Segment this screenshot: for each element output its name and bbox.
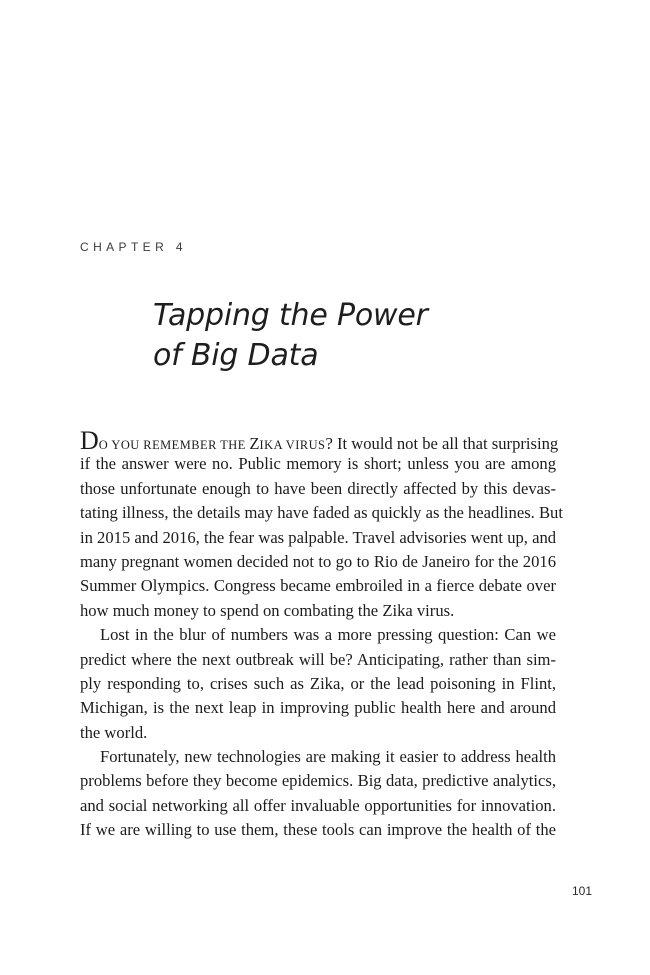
body-text (80, 426, 563, 843)
text-line: many pregnant women decided not to go to Rio de Janeiro for the 2016 (80, 551, 556, 571)
text-line: the world. (80, 722, 148, 742)
text-line: how much money to spend on combating the Zika virus. (80, 600, 455, 620)
opening-smallcaps-2: IKA VIRUS (259, 438, 326, 452)
chapter-title (153, 296, 428, 376)
text-line: Summer Olympics. Congress became embroiled in a fierce debate over (80, 576, 556, 596)
text-line: and social networking all offer invaluable opportunities for innovation. (80, 795, 556, 815)
chapter-title-line-1: Tapping the Power (153, 298, 428, 333)
text-line: tating illness, the details may have faded as quickly as the headlines. But (80, 503, 563, 523)
text-line: if the answer were no. Public memory is short; unless you are among (80, 454, 556, 474)
page-number: 101 (571, 884, 592, 898)
text-line: Fortunately, new technologies are making it easier to address health (100, 747, 556, 767)
opening-smallcaps: O YOU REMEMBER THE (98, 438, 250, 452)
opening-line (80, 426, 559, 455)
text-line: in 2015 and 2016, the fear was palpable. Travel advisories went up, and (80, 527, 557, 547)
opening-cap-z: Z (249, 434, 260, 453)
opening-rest: ? It would not be all that surprising (325, 434, 559, 453)
text-line: those unfortunate enough to have been directly affected by this devas- (80, 478, 556, 498)
text-line: If we are willing to use them, these tools can improve the health of the (80, 820, 556, 840)
text-line: problems before they become epidemics. Big data, predictive analytics, (80, 771, 556, 791)
chapter-title-line-2: of Big Data (153, 338, 319, 373)
drop-cap: D (80, 426, 99, 455)
text-line: Michigan, is the next leap in improving public health here and around (80, 698, 556, 718)
text-line: predict where the next outbreak will be? Anticipating, rather than sim- (80, 649, 556, 669)
chapter-label: CHAPTER 4 (80, 240, 187, 254)
text-line: ply responding to, crises such as Zika, or the lead poisoning in Flint, (80, 673, 556, 693)
text-line: Lost in the blur of numbers was a more pressing question: Can we (100, 625, 556, 645)
